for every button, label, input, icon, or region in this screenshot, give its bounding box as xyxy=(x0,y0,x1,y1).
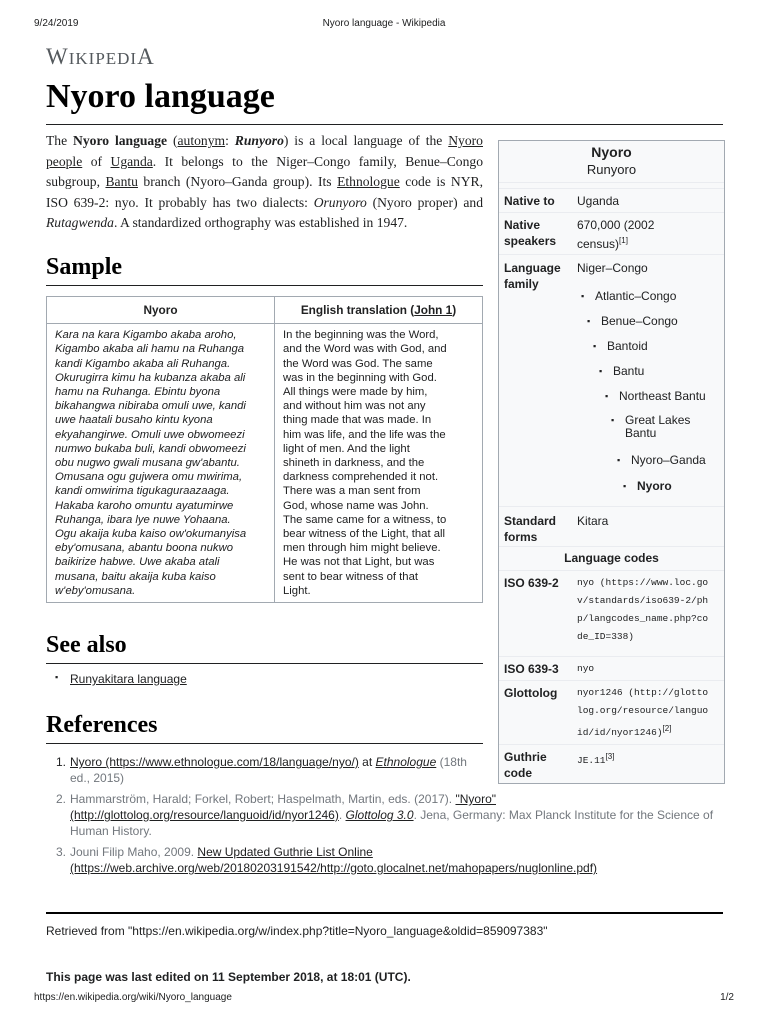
reference-item: 3. Jouni Filip Maho, 2009. New Updated Guthrie List Online (https://web.archive.org/web/20180203191542/http://goto.glocalnet.net/mahopapers/nuglonline.pdf) xyxy=(56,845,598,875)
english-text-line: All things were made by him, xyxy=(283,386,428,399)
row-glottolog: Glottolog nyor1246 (http://glotto log.org/resource/languo id/id/nyor1246)[2] xyxy=(499,680,724,745)
infobox-title: Nyoro xyxy=(591,144,632,160)
nyoro-text-line: Kigambo akaba ali hamu na Ruhanga xyxy=(55,343,245,356)
nyoro-people-link[interactable]: Nyoro people xyxy=(46,133,483,169)
nyoro-text-line: baikirize habwe. Uwe akaba atali xyxy=(55,556,220,569)
bantu-link[interactable]: Bantu xyxy=(105,174,138,189)
family-item[interactable]: ▪ Northeast Bantu xyxy=(619,388,706,404)
retrieved-from[interactable]: Retrieved from "https://en.wikipedia.org/w/index.php?title=Nyoro_language&oldid=859097383" xyxy=(46,924,548,938)
glottolog-code-link[interactable]: nyor1246 (http://glotto log.org/resource/languo id/id/nyor1246)[2] xyxy=(577,687,709,739)
reference-item: 2. Hammarström, Harald; Forkel, Robert; Haspelmath, Martin, eds. (2017). "Nyoro" (http://glottolog.org/resource/languoid/id/nyor1246). Glottolog 3.0. Jena, Germany: Max Planck Institute for the Science of Human History. xyxy=(56,792,714,838)
family-item[interactable]: ▪ Bantoid xyxy=(607,338,648,354)
english-text-line: and without him was not any xyxy=(283,400,426,413)
english-text-line: There was a man sent from xyxy=(283,485,421,498)
print-header xyxy=(0,0,768,28)
nyoro-text-line: numwo bukaba buli, kandi obwomeezi xyxy=(55,442,246,455)
nyoro-text-line: Kara na kara Kigambo akaba aroho, xyxy=(55,329,237,342)
english-text-line: He was not that Light, but was xyxy=(283,556,435,569)
english-text-line: and the Word was with God, and xyxy=(283,343,447,356)
print-date: 9/24/2019 xyxy=(34,18,79,29)
english-text-cell xyxy=(275,324,483,603)
english-text-line: God, whose name was John. xyxy=(283,499,429,512)
references-heading: References xyxy=(46,712,158,738)
english-text-line: the Word was God. The same xyxy=(283,357,433,370)
nyoro-text-cell xyxy=(47,324,275,603)
see-also-list xyxy=(46,672,187,686)
nyoro-text-line: hamu na Ruhanga. Ebintu byona xyxy=(55,386,221,399)
lead-paragraph: The Nyoro language (autonym: Runyoro) is a local language of the Nyoro people of Uganda. It belongs to the Niger–Congo family, Benue–Congo subgroup, Bantu branch (Nyoro–Ganda group). Its Ethnologue code is NYR, ISO 639-2: nyo. It probably has two dialects: Orunyoro (Nyoro proper) and Rutagwenda. A standardized orthography was established in 1947. xyxy=(46,133,483,230)
iso2-link[interactable]: nyo (https://www.loc.go v/standards/iso639-2/ph p/langcodes_name.php?co de_ID=338) xyxy=(577,577,709,642)
nyoro-text-line: musana, baitu akaija kuba kaiso xyxy=(55,570,216,583)
nyoro-text-line: Hakaba karoho omuntu ayatumirwe xyxy=(55,499,234,512)
language-codes-heading: Language codes xyxy=(499,546,724,574)
family-item[interactable]: ▪ Benue–Congo xyxy=(601,313,678,329)
english-text-line: men through him might believe. xyxy=(283,542,441,555)
nyoro-text-line: w'eby'omusana. xyxy=(55,584,136,597)
family-item-current: ▪ Nyoro xyxy=(637,478,672,494)
nyoro-text-line: obu nugwo gwali musana gw'abantu. xyxy=(55,457,240,470)
print-title: Nyoro language - Wikipedia xyxy=(322,18,446,29)
infobox xyxy=(498,140,725,784)
sample-table xyxy=(46,296,483,603)
nyoro-text-line: kandi Kigambo akaba ali Ruhanga. xyxy=(55,357,231,370)
english-text-line: Light. xyxy=(283,584,311,597)
nyoro-text-line: Ruhanga, ibara lye nuwe Yohaana. xyxy=(55,513,231,526)
runyakitara-link[interactable]: Runyakitara language xyxy=(70,672,187,686)
nyoro-text-line: ekyahangirwe. Omuli uwe obwomeezi xyxy=(55,428,245,441)
english-text-line: darkness comprehended it not. xyxy=(283,471,439,484)
uganda-link[interactable]: Uganda xyxy=(110,153,153,169)
nyoro-text-line: eby'omusana, abantu boona nukwo xyxy=(55,542,234,555)
nyoro-text-line: bikahangwa nibiraba omuli uwe, kandi xyxy=(55,400,246,413)
english-text-line: bear witness of the Light, that all xyxy=(283,528,446,541)
family-item[interactable]: ▪ Atlantic–Congo xyxy=(595,288,676,304)
ethnologue-link[interactable]: Ethnologue xyxy=(337,174,400,189)
title-divider xyxy=(46,124,723,125)
sample-heading: Sample xyxy=(46,254,123,280)
english-text-line: thing made that was made. In xyxy=(283,414,432,427)
ref1-link[interactable]: Nyoro (https://www.ethnologue.com/18/language/nyo/) xyxy=(70,755,359,769)
ref1-ethnologue-link[interactable]: Ethnologue xyxy=(375,755,437,769)
sample-divider xyxy=(46,285,483,286)
page-title: Nyoro language xyxy=(46,78,275,115)
ref2-link[interactable]: "Nyoro" (http://glottolog.org/resource/languoid/id/nyor1246) xyxy=(70,792,496,822)
last-edited: This page was last edited on 11 September 2018, at 18:01 (UTC). xyxy=(46,970,411,984)
row-speakers: Native speakers 670,000 (2002 census)[1] xyxy=(499,212,724,255)
print-page-number: 1/2 xyxy=(720,992,734,1003)
english-text-line: him was life, and the life was the xyxy=(283,428,446,441)
print-url: https://en.wikipedia.org/wiki/Nyoro_language xyxy=(34,992,232,1003)
english-text-line: sent to bear witness of that xyxy=(283,570,419,583)
infobox-native-name: Runyoro xyxy=(499,160,724,183)
english-text-line: light of men. And the light xyxy=(283,442,410,455)
nyoro-text-line: Okurugirra kimu ha kubanza akaba ali xyxy=(55,371,246,384)
references-divider xyxy=(46,743,483,744)
english-text-line: shineth in darkness, and the xyxy=(283,457,425,470)
row-iso-639-2: ISO 639-2 nyo (https://www.loc.go v/standards/iso639-2/ph p/langcodes_name.php?co de_ID=338) xyxy=(499,570,724,657)
nyoro-text-line: uwe haatali busaho kintu kyona xyxy=(55,414,213,427)
row-guthrie: Guthrie code JE.11[3] xyxy=(499,744,724,784)
family-item[interactable]: ▪ Great Lakes Bantu xyxy=(625,414,690,440)
row-native-to: Native to Uganda xyxy=(499,188,724,213)
john-1-link[interactable]: John 1 xyxy=(414,303,453,317)
row-iso-639-3: ISO 639-3 nyo xyxy=(499,656,724,681)
row-standard-forms: Standard forms Kitara xyxy=(499,506,724,547)
autonym-link[interactable]: autonym xyxy=(177,133,226,148)
family-item[interactable]: ▪ Nyoro–Ganda xyxy=(631,452,706,468)
row-family: Language family Niger–Congo ▪ Atlantic–Congo ▪ Benue–Congo ▪ Bantoid ▪ Bantu ▪ Northeast Bantu ▪ Great Lakes Bantu ▪ Nyoro–Ganda ▪ Nyoro xyxy=(499,254,724,507)
nyoro-text-line: kandi omwirima tigukaguraazaaga. xyxy=(55,485,230,498)
nyoro-text-line: Ogu akaija kuba kaiso ow'okumanyisa xyxy=(55,528,247,541)
col-header-nyoro: Nyoro xyxy=(47,297,275,324)
family-item[interactable]: ▪ Bantu xyxy=(613,363,644,379)
see-also-divider xyxy=(46,663,483,664)
glottolog-link[interactable]: Glottolog 3.0 xyxy=(345,808,414,822)
ref3-link[interactable]: New Updated Guthrie List Online (https://web.archive.org/web/20180203191542/http://goto.glocalnet.net/mahopapers/nuglonline.pdf) xyxy=(70,845,598,875)
footer-divider xyxy=(46,912,723,914)
see-also-heading: See also xyxy=(46,632,127,658)
english-text-line: was in the beginning with God. xyxy=(283,371,437,384)
col-header-english: English translation (John 1) xyxy=(275,297,483,324)
english-text-line: The same came for a witness, to xyxy=(283,513,447,526)
list-item xyxy=(70,672,187,686)
reference-item: 1. Nyoro (https://www.ethnologue.com/18/language/nyo/) at Ethnologue (18th ed., 2015) xyxy=(56,755,467,785)
nyoro-text-line: Omusana ogu gujwera omu mwirima, xyxy=(55,471,243,484)
english-text-line: In the beginning was the Word, xyxy=(283,329,439,342)
wikipedia-logo[interactable]: WIKIPEDIA xyxy=(46,44,155,69)
